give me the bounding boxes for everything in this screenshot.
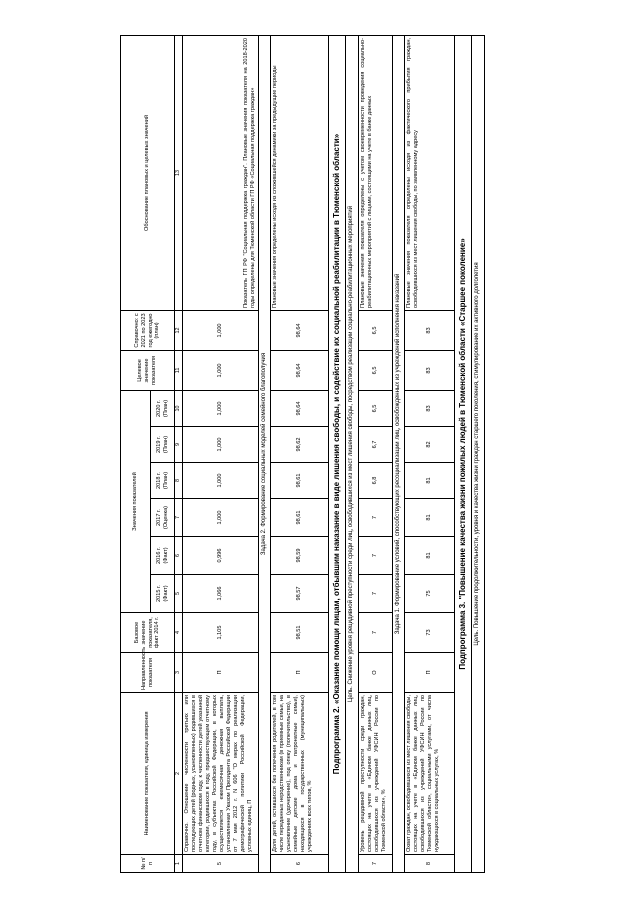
- header-base: Базовое значение показателя, факт 2014 г.: [121, 613, 175, 653]
- subprogram-2-heading: Подпрограмма 2. «Оказание помощи лицам, отбывшим наказание в виде лишения свободы, и содействие их социальной реабилитации в Тюменской области»: [329, 36, 346, 873]
- indicators-table-frame: [120, 35, 580, 873]
- value-2016: 98,59: [271, 537, 329, 575]
- header-values-group: Значения показателей: [121, 390, 151, 612]
- col-index: 10: [175, 390, 183, 426]
- justification-text: Плановые значения показателя определены исходя из фактического прибытия граждан, освободившихся из мест лишения свободы, по заявленному адресу: [405, 36, 455, 311]
- value-base: 1,105: [182, 613, 258, 653]
- col-index: 5: [175, 575, 183, 613]
- goal-3-text: Цель. Повышение продолжительности, уровня и качества жизни граждан старшего поколения, стимулирование их активного долголетия: [472, 36, 485, 873]
- value-2019: 98,62: [271, 427, 329, 463]
- header-2019: 2019 г. (План): [151, 427, 175, 463]
- subprogram-3-heading: Подпрограмма 3. "Повышение качества жизни пожилых людей в Тюменской области «Старшее поколение»: [455, 36, 472, 873]
- column-index-row: [175, 36, 183, 873]
- col-index: 9: [175, 427, 183, 463]
- justification-text: Плановые значения определены исходя из сложившейся динамики за предыдущие периоды: [271, 36, 329, 311]
- value-2015: 7: [358, 575, 392, 613]
- indicator-name: Доля детей, оставшихся без попечения родителей, в том числе переданных неродственникам (в приемные семьи, на усыновление (удочерение), под опеку (попечительство), в семейные детские дома и патронатные семьи), находящихся в государственных (муниципальных) учреждениях всех типов, %: [271, 693, 329, 855]
- header-2016: 2016 г. (Факт): [151, 537, 175, 575]
- value-base: 98,51: [271, 613, 329, 653]
- value-2018: 81: [405, 463, 455, 499]
- goal-2-text: Цель. Снижение уровня рецидивной преступности среди лиц, освободившихся из мест лишения свободы, посредством реализации социально-реабилитационных мероприятий: [346, 36, 359, 873]
- value-2020: 6,5: [358, 390, 392, 426]
- header-2017: 2017 г. (Оценка): [151, 499, 175, 537]
- value-2017: 1,000: [182, 499, 258, 537]
- col-index: 8: [175, 463, 183, 499]
- justification-text: Показатель ГП РФ "Социальная поддержка граждан". Плановые значения показателя на 2018-2020 годы определены для Тюменской области ГП РФ «Социальная поддержка граждан»: [182, 36, 258, 311]
- task-2-heading: Задача 2. Формирование социальных моделей семейного благополучия: [258, 36, 271, 873]
- value-ref: 1,000: [182, 310, 258, 350]
- value-ref: 98,64: [271, 310, 329, 350]
- value-2020: 83: [405, 390, 455, 426]
- header-justification: Обоснование плановых и целевых значений: [121, 36, 175, 311]
- row-number: 8: [405, 855, 455, 873]
- value-2018: 1,000: [182, 463, 258, 499]
- col-index: 12: [175, 310, 183, 350]
- col-index: 4: [175, 613, 183, 653]
- justification-text: Плановые значения показателя определены с учетом своевременности проведения социально-реабилитационных мероприятий с лицами, состоящими на учете в банке данных: [358, 36, 392, 311]
- header-2015: 2015 г. (Факт): [151, 575, 175, 613]
- value-2019: 6,7: [358, 427, 392, 463]
- value-2020: 1,000: [182, 390, 258, 426]
- col-index: 6: [175, 537, 183, 575]
- task-1-row: [392, 36, 405, 873]
- task-1-heading: Задача 1. Формирование условий, способствующих ресоциализации лиц, освобожденных из учреждений исполнения наказаний: [392, 36, 405, 873]
- value-target: 83: [405, 350, 455, 390]
- header-name: Наименование показателя, единица измерения: [121, 693, 175, 855]
- col-index: 13: [175, 36, 183, 311]
- indicator-direction: П: [182, 653, 258, 693]
- table-row-5: [182, 36, 258, 873]
- value-2015: 1,066: [182, 575, 258, 613]
- indicator-name: Охват граждан, освободившихся из мест лишения свободы, состоящих на учете в «Едином банке данных лиц, освободившихся из учреждений УФСИН России по Тюменской области», социальными услугами, от числа нуждающихся в социальных услугах, %: [405, 693, 455, 855]
- value-2017: 81: [405, 499, 455, 537]
- task-2-row: [258, 36, 271, 873]
- header-ref: Справочно: с 2021 по 2023 год ежегодно (план): [121, 310, 175, 350]
- table-row-8: [405, 36, 455, 873]
- indicator-direction: О: [358, 653, 392, 693]
- subprogram-3-row: [455, 36, 472, 873]
- goal-3-row: [472, 36, 485, 873]
- value-ref: 6,5: [358, 310, 392, 350]
- value-base: 73: [405, 613, 455, 653]
- col-index: 1: [175, 855, 183, 873]
- value-2015: 98,57: [271, 575, 329, 613]
- value-target: 6,5: [358, 350, 392, 390]
- value-2015: 75: [405, 575, 455, 613]
- value-target: 1,000: [182, 350, 258, 390]
- value-2019: 82: [405, 427, 455, 463]
- goal-2-row: [346, 36, 359, 873]
- value-2017: 7: [358, 499, 392, 537]
- header-target: Целевое значение показателя: [121, 350, 175, 390]
- col-index: 11: [175, 350, 183, 390]
- value-2019: 1,000: [182, 427, 258, 463]
- value-base: 7: [358, 613, 392, 653]
- value-target: 98,64: [271, 350, 329, 390]
- row-number: 7: [358, 855, 392, 873]
- col-index: 3: [175, 653, 183, 693]
- indicator-name: Справочно. Отношение численности третьих или последующих детей (родных, усыновленных) родившихся в отчетном финансовом году, к численности детей указанной категории, родившихся в году, предшествующем отчетному году, в субъектах Российской Федерации, в которых осуществляется ежемесячная денежная выплата, установленная Указом Президента Российской Федерации от 7 мая 2012 г. N 606 "О мерах по реализации демографической политики Российской Федерации, условных единиц, П: [182, 693, 258, 855]
- value-2016: 0,996: [182, 537, 258, 575]
- table-row-6: [271, 36, 329, 873]
- value-2016: 7: [358, 537, 392, 575]
- indicator-direction: П: [271, 653, 329, 693]
- value-2018: 6,8: [358, 463, 392, 499]
- value-2020: 98,64: [271, 390, 329, 426]
- value-2018: 98,61: [271, 463, 329, 499]
- value-2016: 81: [405, 537, 455, 575]
- col-index: 7: [175, 499, 183, 537]
- value-2017: 98,61: [271, 499, 329, 537]
- indicator-direction: П: [405, 653, 455, 693]
- row-number: 5: [182, 855, 258, 873]
- header-direction: Направленность показателя: [121, 653, 175, 693]
- value-ref: 83: [405, 310, 455, 350]
- subprogram-2-row: [329, 36, 346, 873]
- header-2020: 2020 г. (План): [151, 390, 175, 426]
- col-index: 2: [175, 693, 183, 855]
- header-2018: 2018 г. (План): [151, 463, 175, 499]
- table-row-7: [358, 36, 392, 873]
- row-number: 6: [271, 855, 329, 873]
- indicator-name: Уровень рецидивной преступности среди граждан, состоящих на учете в «Едином банке данных лиц, освободившихся из учреждений УФСИН России по Тюменской области», %: [358, 693, 392, 855]
- header-no: № п/п: [121, 855, 175, 873]
- indicators-table: [120, 35, 485, 873]
